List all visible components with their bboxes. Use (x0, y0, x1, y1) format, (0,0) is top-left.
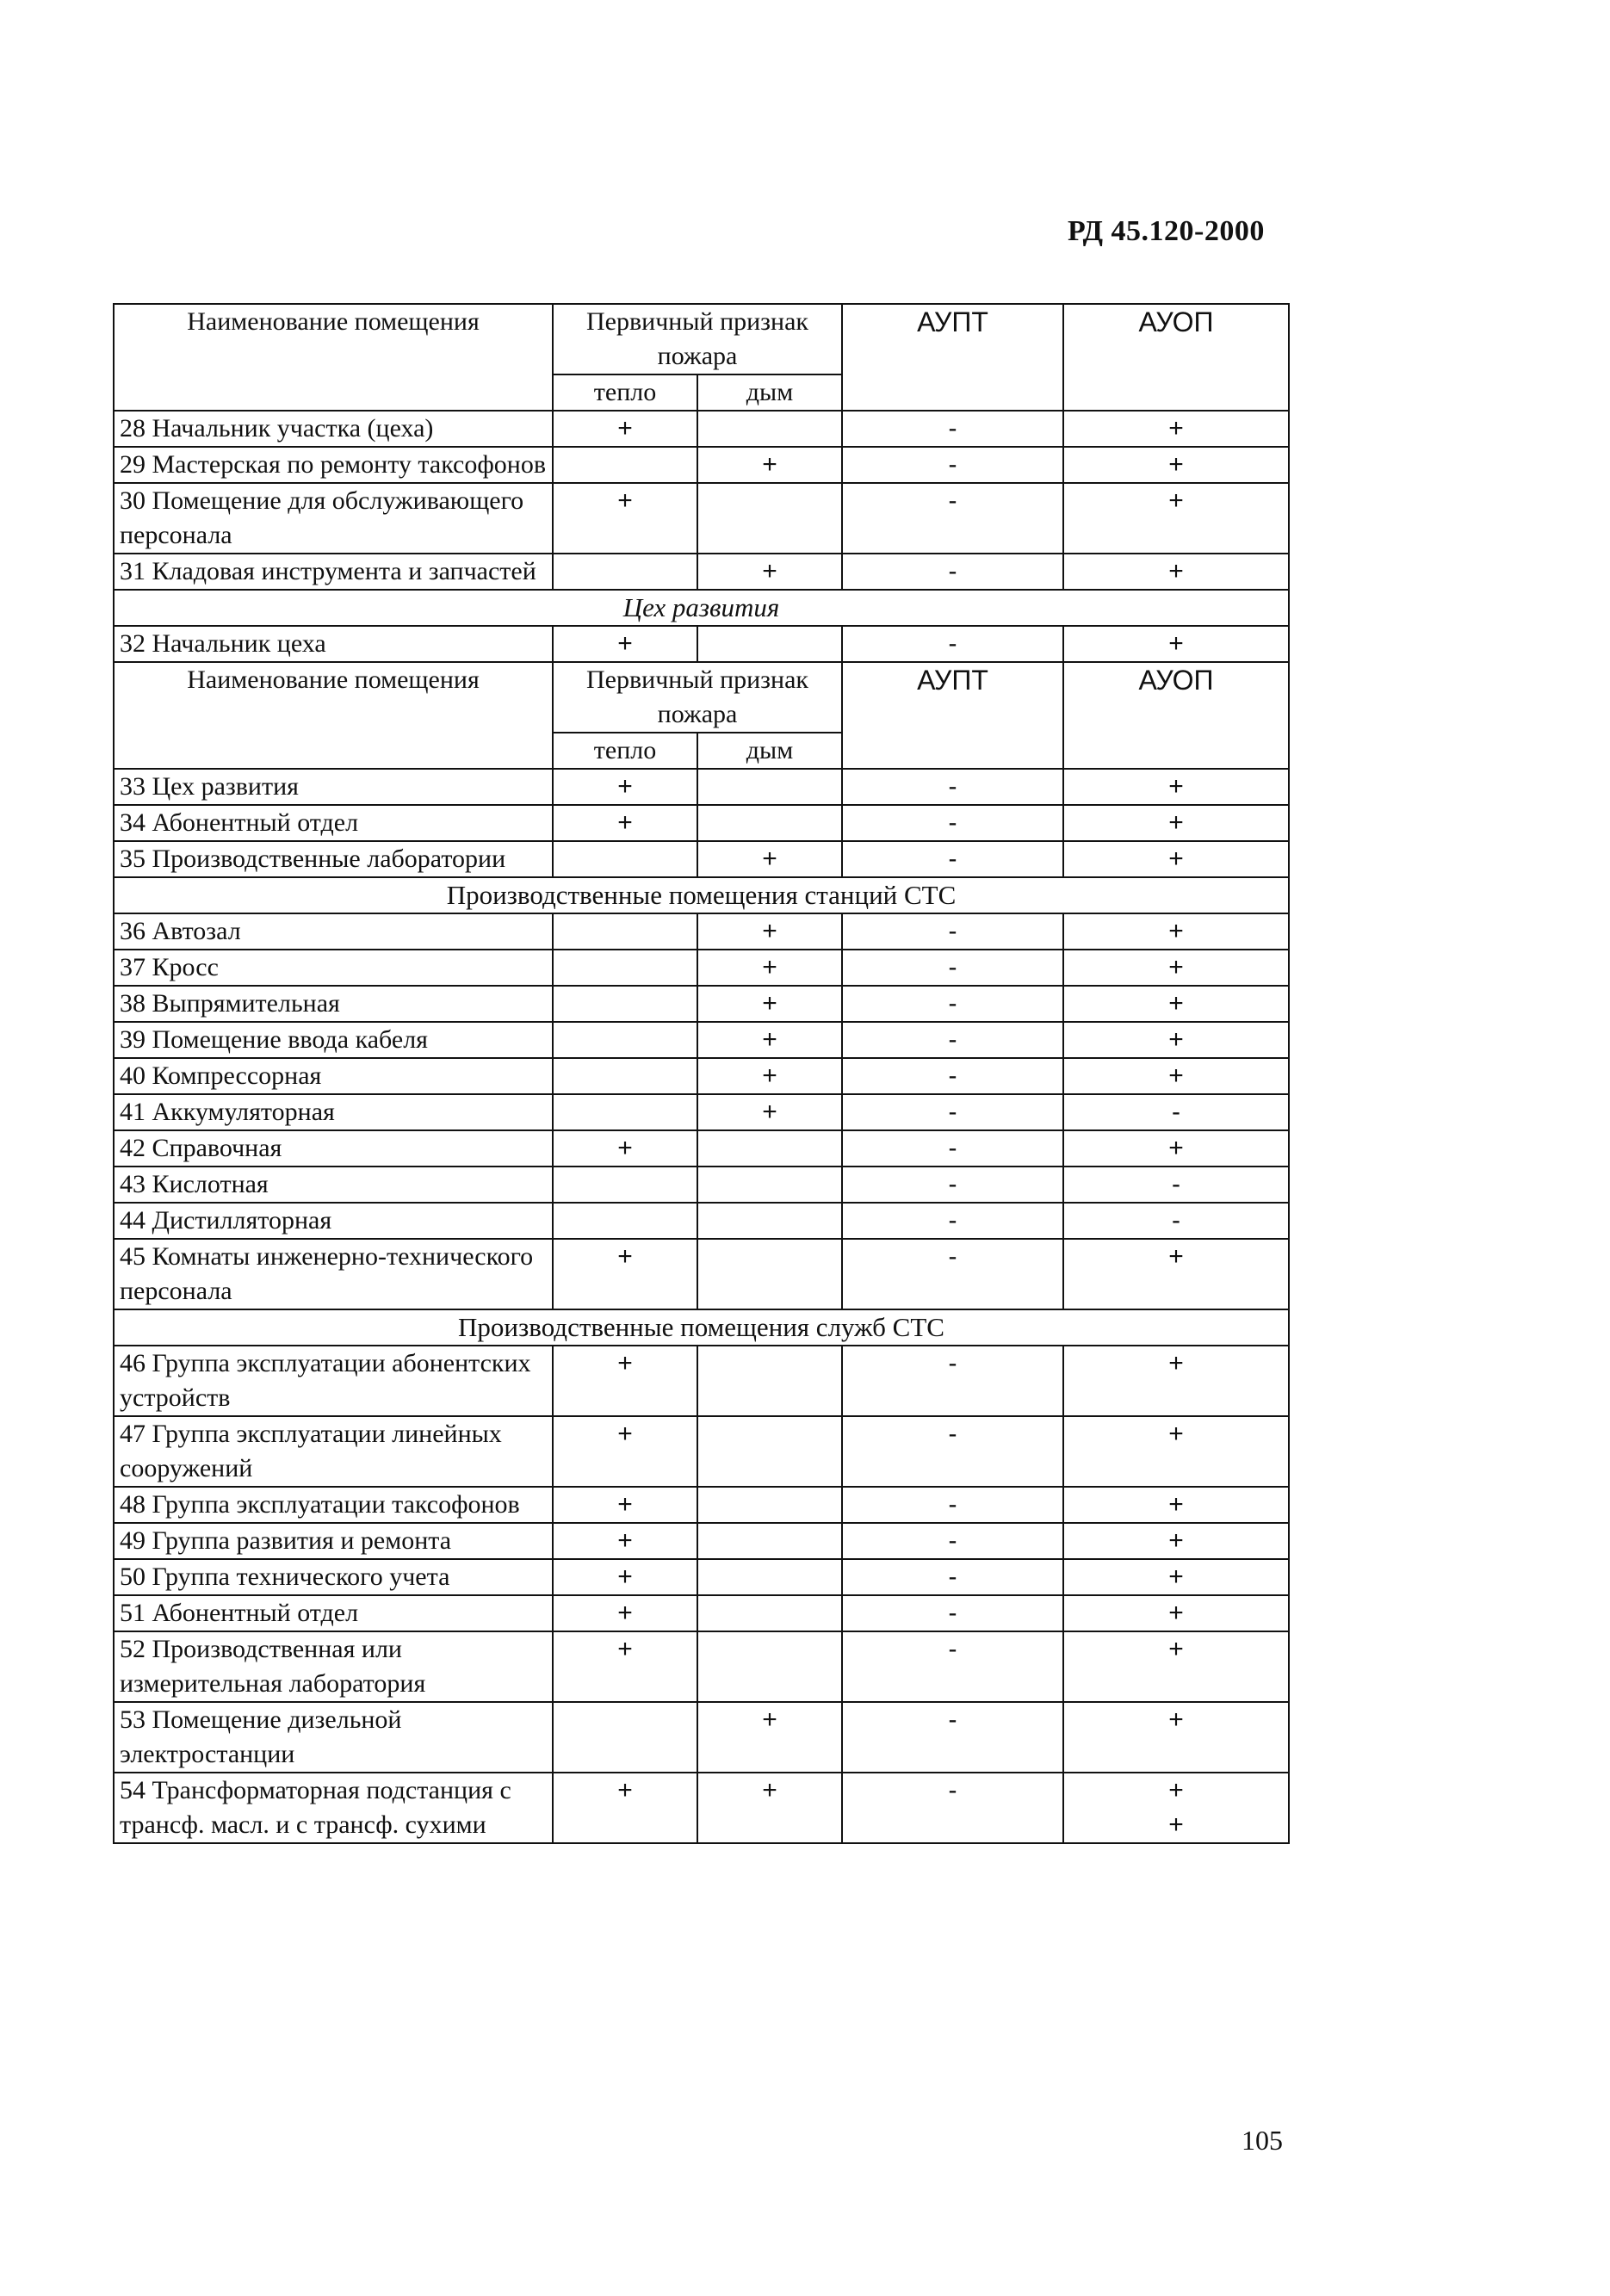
heat-cell: + (553, 626, 697, 662)
aupt-cell: - (842, 411, 1063, 447)
heat-cell (553, 1022, 697, 1058)
heat-cell (553, 913, 697, 950)
auop-cell: + (1063, 1595, 1289, 1631)
table-row (114, 769, 1289, 805)
aupt-cell: - (842, 986, 1063, 1022)
heat-cell (553, 1203, 697, 1239)
header-primary-line2: пожара (657, 700, 738, 728)
table-row (114, 1130, 1289, 1167)
table-row (114, 1022, 1289, 1058)
header-aupt-repeat: АУПТ (842, 662, 1063, 769)
room-name: 30 Помещение для обслуживающего персонала (114, 483, 553, 554)
header-room-name-repeat: Наименование помещения (114, 662, 553, 769)
table-row (114, 1346, 1289, 1416)
aupt-cell: - (842, 1239, 1063, 1309)
page-number: 105 (1242, 2125, 1283, 2156)
auop-cell: + (1063, 1022, 1289, 1058)
auop-cell: + (1063, 411, 1289, 447)
table-row (114, 1559, 1289, 1595)
aupt-cell: - (842, 1203, 1063, 1239)
section-row (114, 590, 1289, 626)
room-name: 33 Цех развития (114, 769, 553, 805)
heat-cell: + (553, 483, 697, 554)
smoke-cell: + (697, 841, 842, 877)
heat-cell: + (553, 769, 697, 805)
auop-cell: + (1063, 913, 1289, 950)
heat-cell: + (553, 805, 697, 841)
auop-cell: - (1063, 1094, 1289, 1130)
auop-cell: + (1063, 1523, 1289, 1559)
room-name: 49 Группа развития и ремонта (114, 1523, 553, 1559)
smoke-cell (697, 1203, 842, 1239)
auop-cell: + (1063, 1631, 1289, 1702)
room-name: 31 Кладовая инструмента и запчастей (114, 554, 553, 590)
smoke-cell: + (697, 1094, 842, 1130)
aupt-cell: - (842, 483, 1063, 554)
table-row (114, 1203, 1289, 1239)
document-code: РД 45.120-2000 (1068, 215, 1265, 247)
heat-cell (553, 1167, 697, 1203)
room-name: 35 Производственные лаборатории (114, 841, 553, 877)
smoke-cell (697, 769, 842, 805)
aupt-cell: - (842, 554, 1063, 590)
aupt-cell: - (842, 1773, 1063, 1843)
heat-cell (553, 841, 697, 877)
heat-cell: + (553, 411, 697, 447)
auop-mark-oil: + (1168, 1776, 1184, 1804)
auop-cell: + (1063, 1058, 1289, 1094)
smoke-cell: + (697, 986, 842, 1022)
heat-cell: + (553, 1631, 697, 1702)
aupt-cell: - (842, 1130, 1063, 1167)
table-row (114, 447, 1289, 483)
header-primary-sign (553, 304, 842, 374)
heat-cell: + (553, 1773, 697, 1843)
room-name: 48 Группа эксплуатации таксофонов (114, 1487, 553, 1523)
aupt-cell: - (842, 447, 1063, 483)
aupt-cell: - (842, 1487, 1063, 1523)
smoke-cell: + (697, 1022, 842, 1058)
room-name: 38 Выпрямительная (114, 986, 553, 1022)
room-name: 46 Группа эксплуатации абонентских устройств (114, 1346, 553, 1416)
heat-cell: + (553, 1487, 697, 1523)
auop-cell: + (1063, 1702, 1289, 1773)
aupt-cell: - (842, 1702, 1063, 1773)
room-name: 40 Компрессорная (114, 1058, 553, 1094)
room-name: 36 Автозал (114, 913, 553, 950)
room-name: 50 Группа технического учета (114, 1559, 553, 1595)
room-name: 43 Кислотная (114, 1167, 553, 1203)
smoke-cell: + (697, 1058, 842, 1094)
aupt-cell: - (842, 1346, 1063, 1416)
auop-cell: + (1063, 986, 1289, 1022)
auop-cell: + (1063, 554, 1289, 590)
aupt-cell: - (842, 1523, 1063, 1559)
auop-cell: + (1063, 1130, 1289, 1167)
aupt-cell: - (842, 769, 1063, 805)
fire-protection-table (113, 303, 1290, 1844)
header-smoke-repeat: дым (697, 733, 842, 769)
smoke-cell (697, 411, 842, 447)
heat-cell (553, 447, 697, 483)
heat-cell (553, 1702, 697, 1773)
aupt-cell: - (842, 1058, 1063, 1094)
table-row (114, 1702, 1289, 1773)
heat-cell (553, 554, 697, 590)
table-row (114, 1631, 1289, 1702)
header-primary-line1: Первичный признак (586, 307, 808, 336)
table-row (114, 841, 1289, 877)
header-heat: тепло (553, 374, 697, 411)
table-row (114, 554, 1289, 590)
aupt-cell: - (842, 1094, 1063, 1130)
header-aupt: АУПТ (842, 304, 1063, 411)
room-name: 45 Комнаты инженерно-технического персонала (114, 1239, 553, 1309)
room-name: 42 Справочная (114, 1130, 553, 1167)
smoke-cell (697, 1559, 842, 1595)
header-room-name: Наименование помещения (114, 304, 553, 411)
table-row (114, 1167, 1289, 1203)
aupt-cell: - (842, 913, 1063, 950)
table-row (114, 1487, 1289, 1523)
header-auop: АУОП (1063, 304, 1289, 411)
auop-cell: - (1063, 1167, 1289, 1203)
auop-cell: + (1063, 1346, 1289, 1416)
auop-mark-dry: + (1168, 1810, 1184, 1839)
room-name: 29 Мастерская по ремонту таксофонов (114, 447, 553, 483)
auop-cell: + (1063, 950, 1289, 986)
smoke-cell: + (697, 950, 842, 986)
room-name: 52 Производственная или измерительная лаборатория (114, 1631, 553, 1702)
auop-cell: + (1063, 1416, 1289, 1487)
section-title-development: Цех развития (114, 590, 1289, 626)
room-name: 34 Абонентный отдел (114, 805, 553, 841)
header-auop-repeat: АУОП (1063, 662, 1289, 769)
table-row (114, 1094, 1289, 1130)
room-name: 37 Кросс (114, 950, 553, 986)
smoke-cell: + (697, 447, 842, 483)
header-primary-sign-repeat (553, 662, 842, 733)
smoke-cell (697, 1416, 842, 1487)
header-primary-line1: Первичный признак (586, 665, 808, 694)
auop-cell: + (1063, 1239, 1289, 1309)
header-primary-line2: пожара (657, 342, 738, 370)
room-name: 44 Дистилляторная (114, 1203, 553, 1239)
smoke-cell (697, 1631, 842, 1702)
table-row (114, 1523, 1289, 1559)
room-name: 47 Группа эксплуатации линейных сооружений (114, 1416, 553, 1487)
aupt-cell: - (842, 1559, 1063, 1595)
aupt-cell: - (842, 950, 1063, 986)
heat-cell (553, 1058, 697, 1094)
auop-cell: + (1063, 841, 1289, 877)
smoke-cell (697, 483, 842, 554)
heat-cell (553, 950, 697, 986)
table-row (114, 986, 1289, 1022)
smoke-cell (697, 1130, 842, 1167)
smoke-cell: + (697, 913, 842, 950)
room-name: 41 Аккумуляторная (114, 1094, 553, 1130)
table-row (114, 1595, 1289, 1631)
aupt-cell: - (842, 626, 1063, 662)
auop-cell: + (1063, 447, 1289, 483)
table-row (114, 805, 1289, 841)
table-row (114, 1416, 1289, 1487)
table-row (114, 913, 1289, 950)
smoke-cell (697, 1523, 842, 1559)
table-row (114, 1239, 1289, 1309)
smoke-cell (697, 1487, 842, 1523)
table-row (114, 1773, 1289, 1843)
table-row (114, 483, 1289, 554)
aupt-cell: - (842, 1022, 1063, 1058)
smoke-cell (697, 1239, 842, 1309)
room-name: 39 Помещение ввода кабеля (114, 1022, 553, 1058)
room-name: 28 Начальник участка (цеха) (114, 411, 553, 447)
aupt-cell: - (842, 1167, 1063, 1203)
room-name: 53 Помещение дизельной электростанции (114, 1702, 553, 1773)
heat-cell: + (553, 1239, 697, 1309)
heat-cell: + (553, 1130, 697, 1167)
smoke-cell (697, 1167, 842, 1203)
smoke-cell (697, 1595, 842, 1631)
table-row (114, 411, 1289, 447)
aupt-cell: - (842, 1416, 1063, 1487)
header-heat-repeat: тепло (553, 733, 697, 769)
header-smoke: дым (697, 374, 842, 411)
auop-cell (1063, 1773, 1289, 1843)
smoke-cell: + (697, 1702, 842, 1773)
auop-cell: - (1063, 1203, 1289, 1239)
smoke-cell: + (697, 554, 842, 590)
aupt-cell: - (842, 1631, 1063, 1702)
smoke-cell (697, 626, 842, 662)
section-row (114, 877, 1289, 913)
aupt-cell: - (842, 1595, 1063, 1631)
auop-cell: + (1063, 1487, 1289, 1523)
heat-cell: + (553, 1416, 697, 1487)
auop-cell: + (1063, 769, 1289, 805)
aupt-cell: - (842, 841, 1063, 877)
table-row (114, 1058, 1289, 1094)
auop-cell: + (1063, 483, 1289, 554)
auop-cell: + (1063, 805, 1289, 841)
heat-cell: + (553, 1346, 697, 1416)
section-row (114, 1309, 1289, 1346)
heat-cell: + (553, 1559, 697, 1595)
heat-cell: + (553, 1595, 697, 1631)
section-title-services: Производственные помещения служб СТС (114, 1309, 1289, 1346)
heat-cell (553, 1094, 697, 1130)
table-row (114, 626, 1289, 662)
room-name: 51 Абонентный отдел (114, 1595, 553, 1631)
room-name: 54 Трансформаторная подстанция с трансф. масл. и с трансф. сухими (114, 1773, 553, 1843)
room-name: 32 Начальник цеха (114, 626, 553, 662)
smoke-cell: + (697, 1773, 842, 1843)
section-title-stations: Производственные помещения станций СТС (114, 877, 1289, 913)
auop-cell: + (1063, 626, 1289, 662)
heat-cell: + (553, 1523, 697, 1559)
smoke-cell (697, 1346, 842, 1416)
auop-cell: + (1063, 1559, 1289, 1595)
aupt-cell: - (842, 805, 1063, 841)
smoke-cell (697, 805, 842, 841)
heat-cell (553, 986, 697, 1022)
table-row (114, 950, 1289, 986)
